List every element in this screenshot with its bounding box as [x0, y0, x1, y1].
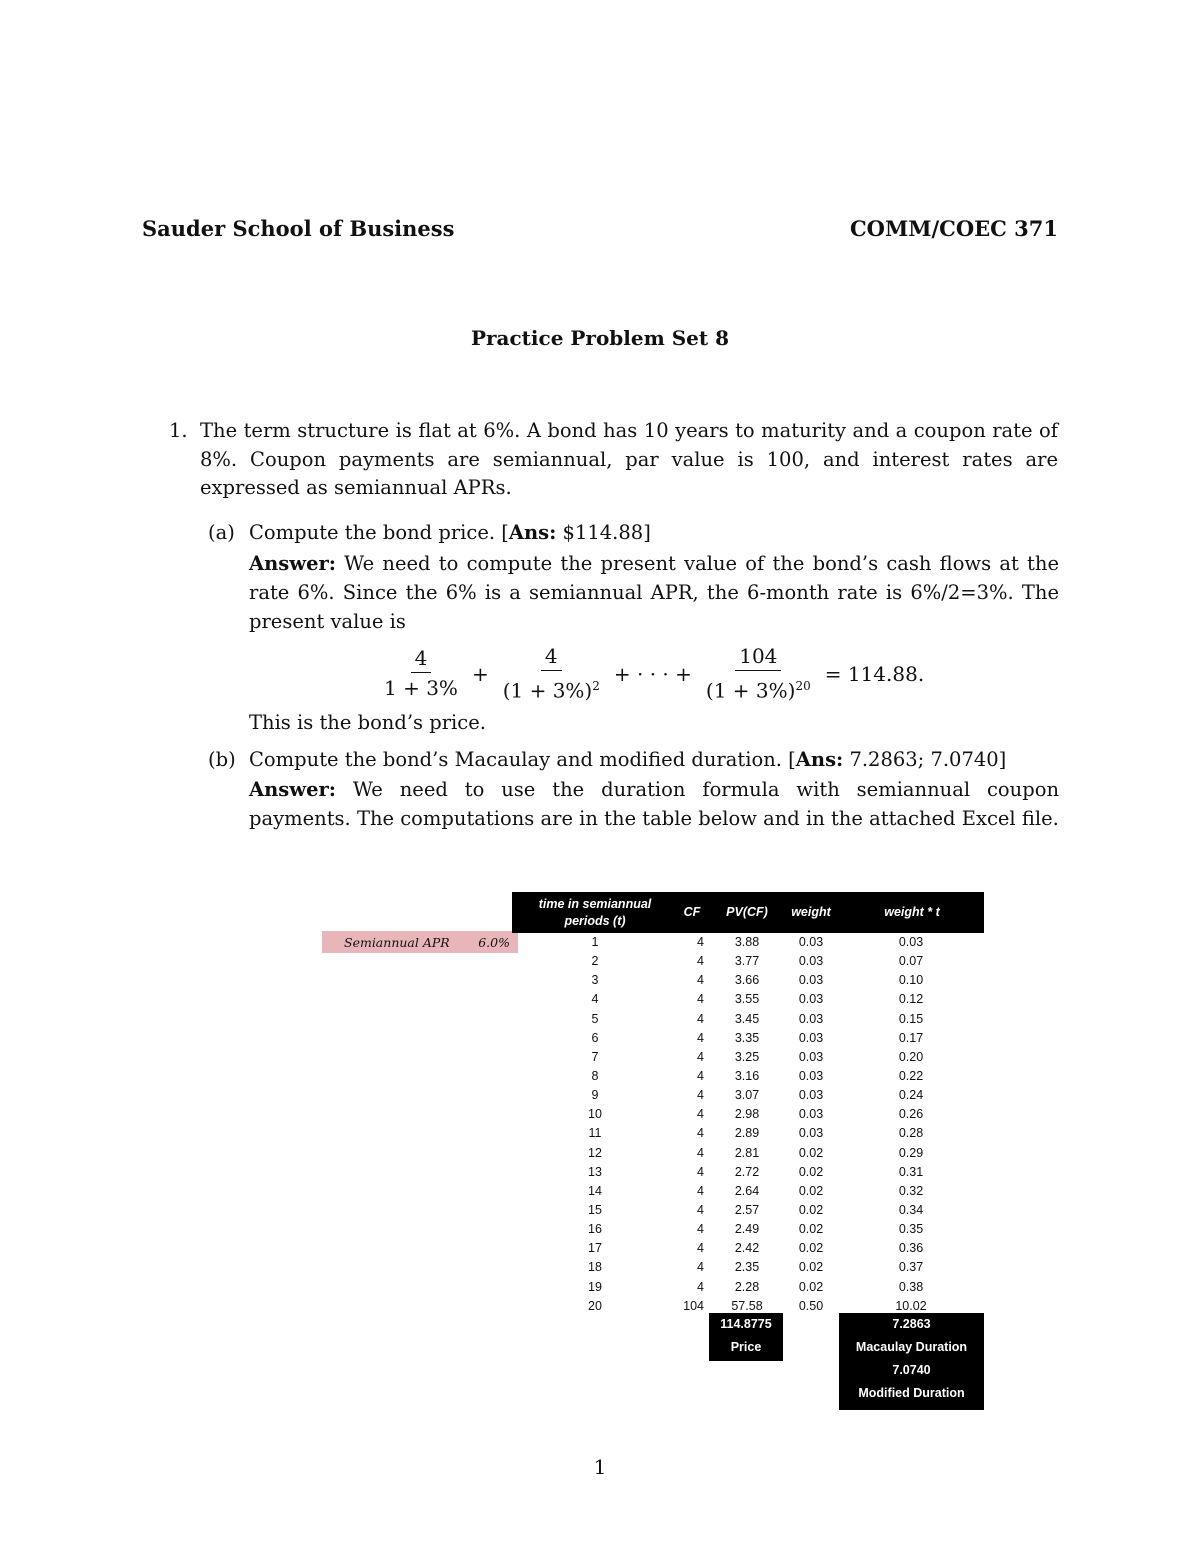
cell-weight: 0.03	[798, 1011, 824, 1026]
cell-weight-t: 0.26	[898, 1107, 924, 1122]
cell-cf: 4	[697, 1126, 704, 1141]
cell-period: 2	[591, 954, 599, 969]
cell-period: 15	[588, 1202, 602, 1217]
part-b-ans-label: Ans:	[795, 748, 844, 771]
table-header	[512, 892, 984, 933]
cell-cf: 4	[697, 1202, 704, 1217]
cell-pv: 57.58	[731, 1298, 763, 1313]
cell-period: 10	[588, 1107, 602, 1122]
cell-period: 17	[588, 1241, 602, 1256]
table-row	[512, 990, 984, 1009]
part-a-answer	[249, 549, 1059, 636]
cell-cf: 4	[697, 935, 704, 949]
cell-cf: 4	[697, 1241, 704, 1256]
term-2-numerator: 4	[541, 642, 562, 671]
table-row	[512, 1258, 984, 1277]
part-b-question	[249, 745, 1059, 774]
cell-weight-t: 0.20	[898, 1049, 924, 1064]
term-1-denominator: 1 + 3%	[384, 676, 458, 701]
table-row	[512, 1182, 984, 1201]
table-row	[512, 1220, 984, 1239]
cell-weight: 0.03	[798, 1068, 824, 1083]
cell-pv: 3.45	[734, 1011, 760, 1026]
part-a-conclusion: This is the bond’s price.	[249, 711, 486, 734]
cell-weight-t: 0.31	[898, 1164, 924, 1179]
cell-pv: 3.25	[734, 1049, 760, 1064]
cell-weight: 0.03	[798, 954, 824, 969]
table-row	[512, 1067, 984, 1086]
cell-cf: 4	[697, 1088, 704, 1103]
part-b-answer-label: Answer:	[249, 778, 336, 801]
cell-weight: 0.03	[798, 935, 824, 949]
cell-weight: 0.02	[798, 1222, 824, 1237]
price-label: Price	[730, 1340, 762, 1354]
header-time-line1: time in semiannual	[538, 897, 652, 911]
cell-cf: 4	[697, 1222, 704, 1237]
cell-pv: 3.55	[734, 992, 760, 1007]
cell-pv: 2.42	[734, 1241, 760, 1256]
cell-period: 3	[591, 973, 599, 988]
cell-period: 16	[588, 1222, 602, 1237]
cell-weight: 0.03	[798, 992, 824, 1007]
part-a-question	[249, 518, 1059, 547]
table-row	[512, 1105, 984, 1124]
part-a-answer-text: We need to compute the present value of the bond’s cash flows at the rate 6%. Since the 6% is a semiannual APR, the 6-month rate is 6%/2=3%. The present value is	[249, 552, 1059, 633]
cell-cf: 4	[697, 1164, 704, 1179]
part-b-answer	[249, 775, 1059, 833]
macaulay-label: Macaulay Duration	[855, 1340, 968, 1354]
cell-cf: 4	[697, 1107, 704, 1122]
formula-result: = 114.88.	[824, 661, 925, 686]
header-weight-t: weight * t	[884, 905, 940, 919]
cell-cf: 4	[697, 1183, 704, 1198]
page-number: 1	[593, 1455, 607, 1479]
cell-pv: 3.07	[734, 1088, 760, 1103]
cell-cf: 4	[697, 1279, 704, 1294]
cell-period: 7	[591, 1049, 599, 1064]
cell-period: 1	[591, 935, 599, 949]
semiannual-apr-cell	[322, 931, 518, 953]
cell-weight-t: 0.07	[898, 954, 924, 969]
cell-weight: 0.02	[798, 1279, 824, 1294]
cell-weight-t: 0.22	[898, 1068, 924, 1083]
formula-term-3	[702, 642, 815, 706]
cell-weight: 0.02	[798, 1202, 824, 1217]
cell-weight-t: 0.36	[898, 1241, 924, 1256]
cell-weight: 0.03	[798, 1088, 824, 1103]
cell-cf: 4	[697, 1068, 704, 1083]
price-value: 114.8775	[720, 1317, 772, 1331]
table-row	[512, 971, 984, 990]
term-3-numerator: 104	[735, 642, 781, 671]
table-row	[512, 1086, 984, 1105]
cell-pv: 2.57	[734, 1202, 760, 1217]
term-3-denominator	[702, 671, 815, 706]
cell-pv: 3.88	[734, 935, 760, 949]
term-3-exponent: 20	[795, 679, 811, 693]
present-value-formula	[380, 642, 924, 706]
cell-weight-t: 0.15	[898, 1011, 924, 1026]
table-row	[512, 1048, 984, 1067]
cell-cf: 4	[697, 973, 704, 988]
table-row	[512, 1144, 984, 1163]
cell-weight-t: 0.35	[898, 1222, 924, 1237]
cell-weight: 0.03	[798, 1126, 824, 1141]
cell-pv: 2.64	[734, 1183, 760, 1198]
macaulay-value: 7.2863	[892, 1317, 931, 1331]
course-code: COMM/COEC 371	[849, 216, 1058, 241]
cell-period: 4	[591, 992, 599, 1007]
cell-weight-t: 10.02	[895, 1298, 927, 1313]
cell-period: 6	[591, 1030, 599, 1045]
cell-weight-t: 0.32	[898, 1183, 924, 1198]
cell-period: 18	[588, 1260, 602, 1275]
problem-number: 1.	[169, 419, 188, 442]
apr-value: 6.0%	[478, 934, 510, 950]
term-2-exponent: 2	[592, 679, 600, 693]
table-row	[512, 1239, 984, 1258]
institution-name: Sauder School of Business	[142, 216, 455, 241]
cell-weight-t: 0.10	[898, 973, 924, 988]
cell-cf: 4	[697, 1030, 704, 1045]
cell-cf: 4	[697, 954, 704, 969]
cell-period: 14	[588, 1183, 602, 1198]
cell-weight: 0.02	[798, 1164, 824, 1179]
cell-weight: 0.03	[798, 1107, 824, 1122]
cell-weight: 0.03	[798, 973, 824, 988]
header-pv: PV(CF)	[726, 905, 768, 919]
cell-pv: 3.66	[734, 973, 760, 988]
cell-period: 12	[588, 1145, 602, 1160]
cell-pv: 3.35	[734, 1030, 760, 1045]
cell-pv: 2.35	[734, 1260, 760, 1275]
part-a-answer-label: Answer:	[249, 552, 336, 575]
cell-weight: 0.02	[798, 1241, 824, 1256]
cell-weight: 0.03	[798, 1030, 824, 1045]
cell-period: 11	[588, 1126, 602, 1141]
cell-pv: 3.16	[734, 1068, 760, 1083]
cell-cf: 104	[683, 1298, 704, 1313]
table-row	[512, 1029, 984, 1048]
cell-weight-t: 0.03	[898, 935, 924, 949]
plus-sign: +	[471, 661, 489, 686]
cell-period: 13	[588, 1164, 602, 1179]
part-a-ans-label: Ans:	[508, 521, 557, 544]
cell-pv: 2.98	[734, 1107, 760, 1122]
header-time	[512, 896, 678, 930]
table-row	[512, 1163, 984, 1182]
price-block	[709, 1313, 783, 1361]
cell-weight-t: 0.38	[898, 1279, 924, 1294]
document-title: Practice Problem Set 8	[470, 326, 730, 350]
cell-cf: 4	[697, 1049, 704, 1064]
term-2-denominator	[499, 671, 604, 706]
cell-period: 19	[588, 1279, 602, 1294]
cell-weight: 0.03	[798, 1049, 824, 1064]
cell-weight: 0.02	[798, 1260, 824, 1275]
cell-cf: 4	[697, 1260, 704, 1275]
table-row	[512, 1278, 984, 1297]
cell-pv: 2.81	[734, 1145, 760, 1160]
cell-cf: 4	[697, 992, 704, 1007]
table-row	[512, 1201, 984, 1220]
cell-pv: 2.28	[734, 1279, 760, 1294]
part-b-ans-value: 7.2863; 7.0740]	[843, 748, 1007, 771]
term-2-base: (1 + 3%)	[502, 678, 593, 703]
modified-label: Modified Duration	[858, 1386, 965, 1400]
formula-term-2	[499, 642, 604, 706]
cell-weight: 0.50	[798, 1298, 824, 1313]
table-row	[512, 1124, 984, 1143]
formula-term-1	[380, 644, 462, 703]
table-row	[512, 1010, 984, 1029]
cell-cf: 4	[697, 1145, 704, 1160]
cell-weight-t: 0.17	[898, 1030, 924, 1045]
cell-period: 9	[591, 1088, 599, 1103]
table-row	[512, 933, 984, 952]
header-cf: CF	[683, 905, 701, 919]
cell-weight-t: 0.24	[898, 1088, 924, 1103]
problem-statement: The term structure is flat at 6%. A bond has 10 years to maturity and a coupon rate of 8%. Coupon payments are semiannual, par value is 100, and interest rates are expressed as semiannual APRs.	[200, 419, 1058, 499]
part-a-label: (a)	[208, 521, 235, 544]
part-b-question-text: Compute the bond’s Macaulay and modified duration. [	[249, 748, 796, 771]
cell-weight: 0.02	[798, 1183, 824, 1198]
term-1-numerator: 4	[411, 644, 432, 673]
duration-block	[839, 1313, 984, 1410]
cell-weight: 0.02	[798, 1145, 824, 1160]
cell-cf: 4	[697, 1011, 704, 1026]
cell-period: 8	[591, 1068, 599, 1083]
cell-period: 20	[588, 1298, 602, 1313]
cell-pv: 2.89	[734, 1126, 760, 1141]
cell-pv: 2.49	[734, 1222, 760, 1237]
ellipsis-sum: + · · · +	[613, 661, 692, 686]
part-a-question-text: Compute the bond price. [	[249, 521, 509, 544]
cell-weight-t: 0.37	[898, 1260, 924, 1275]
cell-pv: 2.72	[734, 1164, 760, 1179]
cell-weight-t: 0.34	[898, 1202, 924, 1217]
cell-weight-t: 0.29	[898, 1145, 924, 1160]
part-a-ans-value: $114.88]	[556, 521, 651, 544]
apr-label: Semiannual APR	[344, 934, 450, 950]
cell-weight-t: 0.28	[898, 1126, 924, 1141]
part-b-answer-text: We need to use the duration formula with semiannual coupon payments. The computations are in the table below and in the attached Excel file.	[249, 778, 1059, 830]
cell-pv: 3.77	[734, 954, 760, 969]
part-b-label: (b)	[208, 748, 236, 771]
cell-weight-t: 0.12	[898, 992, 924, 1007]
table-row	[512, 952, 984, 971]
header-weight: weight	[791, 905, 831, 919]
modified-value: 7.0740	[892, 1363, 931, 1377]
term-3-base: (1 + 3%)	[705, 678, 796, 703]
header-time-line2: periods (t)	[564, 914, 626, 928]
cell-period: 5	[591, 1011, 599, 1026]
table-body	[512, 933, 984, 1316]
